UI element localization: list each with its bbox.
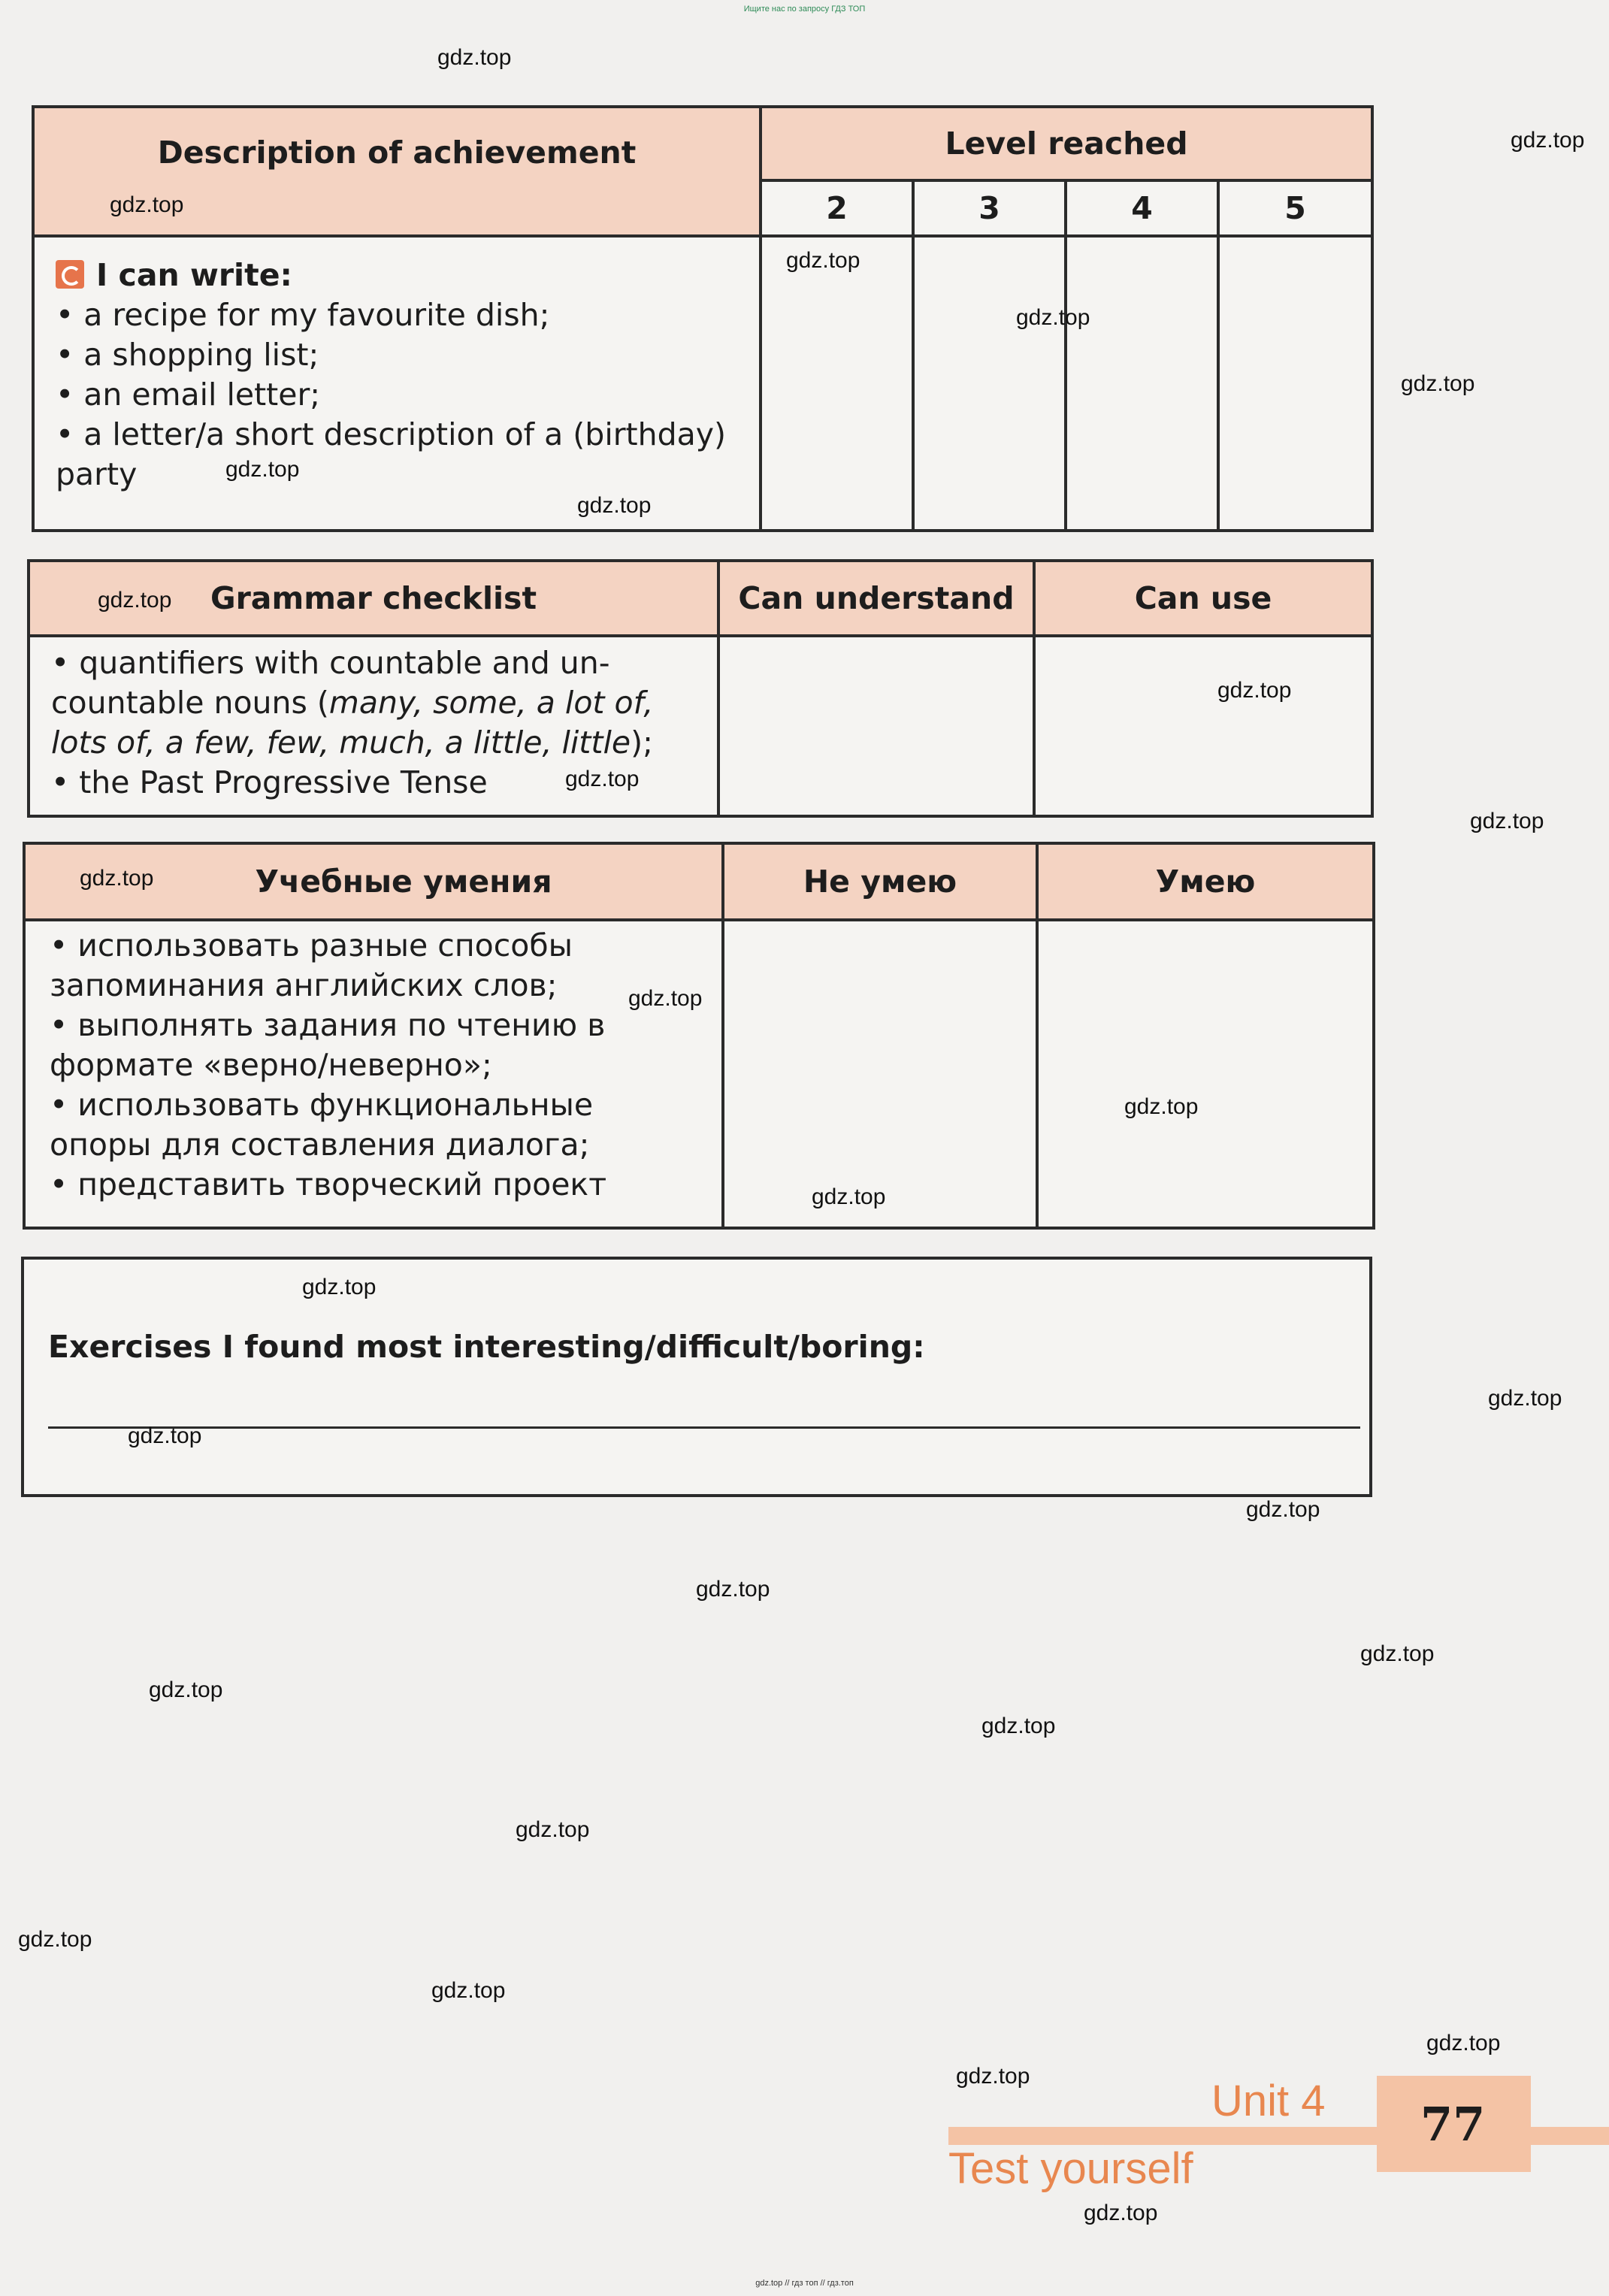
can-cell[interactable]	[1037, 920, 1374, 1228]
list-item: lots of, a few, few, much, a little, little);	[51, 724, 653, 761]
level-5-cell[interactable]	[1218, 236, 1372, 531]
watermark: gdz.top	[1124, 1094, 1199, 1119]
section-label: Test yourself	[948, 2144, 1193, 2193]
understand-header: Can understand	[718, 561, 1034, 636]
skills-table	[23, 842, 1375, 1230]
answer-line[interactable]	[48, 1426, 1360, 1429]
list-item: запоминания английских слов;	[50, 967, 558, 1003]
watermark: gdz.top	[812, 1184, 886, 1209]
watermark: gdz.top	[1488, 1386, 1562, 1411]
can-write-title: I can write:	[96, 257, 292, 293]
understand-cell[interactable]	[718, 636, 1034, 816]
watermark: gdz.top	[981, 1714, 1056, 1738]
level-header: Level reached	[761, 107, 1372, 180]
bottom-note: gdz.top // гдз топ // гдз.топ	[755, 2279, 854, 2288]
cannot-cell[interactable]	[723, 920, 1037, 1228]
level-2-cell[interactable]	[761, 236, 913, 531]
watermark: gdz.top	[1426, 2031, 1501, 2056]
page-number: 77	[1420, 2097, 1486, 2152]
list-item: party	[56, 456, 138, 492]
watermark: gdz.top	[98, 588, 172, 613]
grammar-header: Grammar checklist	[29, 561, 718, 636]
watermark: gdz.top	[431, 1978, 506, 2003]
watermark: gdz.top	[1360, 1641, 1435, 1666]
watermark: gdz.top	[1016, 305, 1090, 330]
level-2: 2	[761, 180, 913, 236]
list-item: • использовать разные способы	[50, 927, 573, 963]
watermark: gdz.top	[565, 767, 640, 791]
list-item: • a recipe for my favourite dish;	[56, 297, 550, 333]
watermark: gdz.top	[110, 192, 184, 217]
list-item: countable nouns (many, some, a lot of,	[51, 685, 654, 721]
level-3-cell[interactable]	[913, 236, 1066, 531]
level-5: 5	[1218, 180, 1372, 236]
level-4-cell[interactable]	[1066, 236, 1218, 531]
watermark: gdz.top	[437, 45, 512, 70]
watermark: gdz.top	[225, 457, 300, 482]
watermark: gdz.top	[302, 1275, 377, 1299]
watermark: gdz.top	[516, 1817, 590, 1842]
watermark: gdz.top	[1246, 1497, 1320, 1522]
watermark: gdz.top	[18, 1927, 92, 1952]
list-item: • quantifiers with countable and un-	[51, 645, 610, 681]
list-item: • представить творческий проект	[50, 1166, 607, 1202]
level-4: 4	[1066, 180, 1218, 236]
exercises-box	[21, 1257, 1372, 1497]
list-item: • выполнять задания по чтению в	[50, 1007, 606, 1043]
watermark: gdz.top	[1470, 809, 1544, 833]
skills-header: Учебные умения	[24, 843, 723, 920]
watermark: gdz.top	[956, 2064, 1030, 2089]
watermark: gdz.top	[149, 1677, 223, 1702]
can-write-cell	[33, 236, 761, 531]
grammar-table	[27, 559, 1374, 818]
watermark: gdz.top	[1084, 2201, 1158, 2225]
watermark: gdz.top	[696, 1577, 770, 1602]
watermark: gdz.top	[1217, 678, 1292, 703]
description-header: Description of achievement	[33, 107, 761, 236]
level-3: 3	[913, 180, 1066, 236]
unit-label: Unit 4	[1211, 2077, 1326, 2125]
cannot-header: Не умею	[723, 843, 1037, 920]
list-item: формате «верно/неверно»;	[50, 1047, 492, 1083]
use-header: Can use	[1034, 561, 1372, 636]
watermark: gdz.top	[1511, 128, 1585, 153]
list-item: опоры для составления диалога;	[50, 1127, 590, 1163]
watermark: gdz.top	[1401, 371, 1475, 396]
list-item: • a letter/a short description of a (birthday)	[56, 416, 727, 452]
skills-cell	[24, 920, 723, 1228]
exercises-title: Exercises I found most interesting/difficult/boring:	[48, 1329, 925, 1365]
watermark: gdz.top	[786, 248, 860, 273]
watermark: gdz.top	[80, 866, 154, 891]
can-header: Умею	[1037, 843, 1374, 920]
list-item: • a shopping list;	[56, 337, 319, 373]
watermark: gdz.top	[628, 986, 703, 1011]
use-cell[interactable]	[1034, 636, 1372, 816]
search-hint: Ищите нас по запросу ГДЗ ТОП	[743, 5, 866, 14]
watermark: gdz.top	[577, 493, 652, 518]
list-item: • the Past Progressive Tense	[51, 764, 488, 800]
list-item: • использовать функциональные	[50, 1087, 594, 1123]
list-item: • an email letter;	[56, 377, 321, 413]
pencil-icon	[56, 260, 84, 289]
watermark: gdz.top	[128, 1423, 202, 1448]
